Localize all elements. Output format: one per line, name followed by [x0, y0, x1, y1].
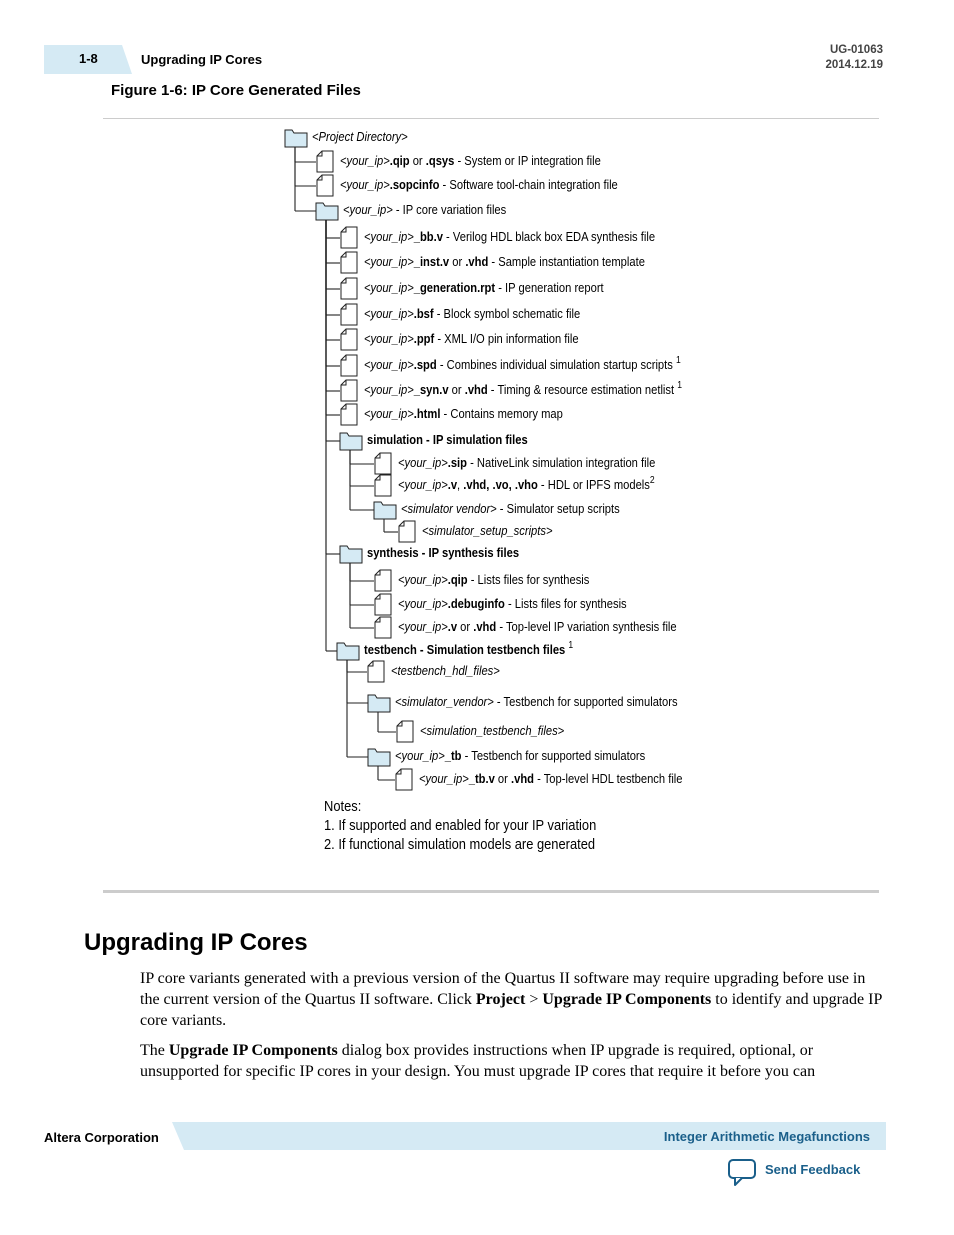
text-run: simulation - IP simulation files: [367, 432, 528, 447]
text-run: - System or IP integration file: [454, 153, 601, 168]
text-run: .vhd: [464, 382, 488, 397]
text-run: .sip: [447, 455, 468, 470]
text-run: - Sample instantiation template: [488, 254, 645, 269]
text-run: .bsf: [413, 306, 434, 321]
text-run: - Simulator setup scripts: [496, 501, 620, 516]
text-run: >: [525, 991, 543, 1008]
text-run: IP core variants generated with a previous version of the Quartus II software may require upgrading before use in the current version of the Quartus II software. Click: [140, 970, 866, 1008]
text-run: 1: [675, 355, 681, 366]
text-run: .v: [447, 619, 458, 634]
text-run: .ppf: [413, 331, 435, 346]
text-run: <your_ip>: [340, 153, 390, 168]
running-header: Upgrading IP Cores: [141, 52, 263, 67]
text-run: _tb.v: [468, 771, 495, 786]
text-run: <your_ip>: [364, 406, 414, 421]
text-run: <your_ip>: [364, 280, 414, 295]
text-run: <simulator_setup_scripts>: [422, 523, 553, 538]
text-run: or: [457, 619, 474, 634]
text-run: to identify and upgrade IP core variants.: [140, 991, 882, 1029]
doc-id: UG-01063: [829, 44, 883, 56]
text-run: - Top-level IP variation synthesis file: [496, 619, 677, 634]
text-run: _syn.v: [413, 382, 449, 397]
tree-item-label: [364, 642, 573, 657]
text-run: - IP core variation files: [392, 202, 507, 217]
text-run: _tb: [444, 748, 462, 763]
text-run: <testbench_hdl_files>: [391, 663, 500, 678]
text-run: dialog box provides instructions when IP upgrade is required, optional, or unsupported for specific IP cores in your design. You must upgrade IP cores that require it before you can: [140, 1042, 816, 1080]
text-run: _bb.v: [413, 229, 443, 244]
text-run: 1: [568, 640, 574, 651]
text-run: <your_ip>: [340, 177, 390, 192]
figure-notes: [324, 797, 596, 854]
text-run: .qip: [447, 572, 468, 587]
text-run: - Timing & resource estimation netlist: [487, 382, 678, 397]
tree-item-label: [340, 153, 601, 168]
text-run: <your_ip>: [364, 382, 414, 397]
text-run: or: [449, 254, 466, 269]
text-run: .vhd: [465, 254, 489, 269]
text-run: <your_ip>: [398, 596, 448, 611]
text-run: <your_ip>: [364, 229, 414, 244]
tree-item-label: [398, 619, 677, 634]
text-run: 1: [677, 380, 682, 391]
text-run: <Project Directory>: [312, 129, 408, 144]
tree-item-label: [398, 455, 655, 470]
figure-title: Figure 1-6: IP Core Generated Files: [111, 82, 361, 99]
text-run: .v: [447, 477, 458, 492]
feedback-icon[interactable]: [727, 1158, 759, 1186]
tree-item-label: [343, 202, 506, 217]
doc-date: 2014.12.19: [825, 59, 883, 71]
tree-item-label: [364, 306, 580, 321]
text-run: The: [140, 1042, 169, 1059]
text-run: _inst.v: [413, 254, 450, 269]
text-run: - HDL or IPFS models: [537, 477, 650, 492]
text-run: .vhd: [510, 771, 534, 786]
text-run: Upgrade IP Components: [168, 1042, 338, 1059]
tree-item-label: [419, 771, 683, 786]
text-run: - Testbench for supported simulators: [461, 748, 646, 763]
tree-item-label: [364, 331, 579, 346]
tree-item-label: [420, 723, 564, 738]
tree-item-label: [367, 545, 519, 560]
text-run: <simulator vendor>: [401, 501, 497, 516]
text-run: Upgrade IP Components: [542, 991, 712, 1008]
text-run: .qip: [389, 153, 410, 168]
text-run: <your_ip>: [343, 202, 393, 217]
text-run: - Verilog HDL black box EDA synthesis file: [442, 229, 656, 244]
text-run: <your_ip>: [419, 771, 469, 786]
text-run: - Block symbol schematic file: [433, 306, 581, 321]
text-run: synthesis - IP synthesis files: [367, 545, 520, 560]
text-run: .qsys: [425, 153, 455, 168]
footer-doc-title[interactable]: Integer Arithmetic Megafunctions: [663, 1129, 870, 1144]
figure-bottom-rule: [103, 890, 879, 893]
text-run: <your_ip>: [364, 306, 414, 321]
text-run: - XML I/O pin information file: [434, 331, 579, 346]
text-run: - IP generation report: [495, 280, 604, 295]
tree-item-label: [367, 432, 528, 447]
text-run: testbench - Simulation testbench files: [364, 642, 569, 657]
text-run: .sopcinfo: [389, 177, 440, 192]
send-feedback-link[interactable]: Send Feedback: [765, 1162, 861, 1177]
tree-item-label: [398, 477, 655, 492]
text-run: or: [409, 153, 426, 168]
text-run: <your_ip>: [398, 619, 448, 634]
text-run: 2: [649, 475, 655, 486]
note-2: 2. If functional simulation models are generated: [324, 836, 596, 853]
text-run: <your_ip>: [364, 254, 414, 269]
text-run: - Software tool-chain integration file: [439, 177, 618, 192]
text-run: <your_ip>: [398, 477, 448, 492]
tree-item-label: [364, 254, 645, 269]
tree-item-label: [364, 280, 604, 295]
text-run: .debuginfo: [447, 596, 505, 611]
text-run: - Combines individual simulation startup scripts: [436, 357, 676, 372]
tree-item-label: [364, 357, 681, 372]
tree-item-label: [340, 177, 618, 192]
tree-item-label: [401, 501, 620, 516]
text-run: <your_ip>: [395, 748, 445, 763]
footer-company: Altera Corporation: [44, 1130, 159, 1145]
text-run: - Testbench for supported simulators: [493, 694, 678, 709]
text-run: or: [448, 382, 465, 397]
note-1: 1. If supported and enabled for your IP variation: [324, 817, 597, 834]
tree-item-label: [422, 523, 553, 538]
text-run: - NativeLink simulation integration file: [467, 455, 656, 470]
tree-item-label: [364, 382, 682, 397]
text-run: - Contains memory map: [440, 406, 563, 421]
tree-item-label: [398, 596, 627, 611]
text-run: .vhd: [473, 619, 497, 634]
tree-item-label: [364, 406, 563, 421]
text-run: Project: [475, 991, 526, 1008]
text-run: <your_ip>: [398, 572, 448, 587]
tree-item-label: [395, 694, 678, 709]
section-title: Upgrading IP Cores: [84, 929, 308, 956]
text-run: - Lists files for synthesis: [504, 596, 627, 611]
text-run: <your_ip>: [398, 455, 448, 470]
notes-heading: Notes:: [324, 798, 362, 815]
text-run: - Top-level HDL testbench file: [533, 771, 683, 786]
text-run: _generation.rpt: [413, 280, 496, 295]
tree-item-label: [395, 748, 645, 763]
text-run: ,: [457, 477, 464, 492]
page-number: 1-8: [79, 51, 98, 66]
text-run: - Lists files for synthesis: [467, 572, 590, 587]
paragraph-2: [140, 1040, 885, 1082]
tree-item-label: [312, 129, 408, 144]
text-run: .vhd, .vo, .vho: [463, 477, 538, 492]
text-run: or: [494, 771, 511, 786]
text-run: <simulation_testbench_files>: [420, 723, 565, 738]
text-run: <your_ip>: [364, 331, 414, 346]
text-run: .html: [413, 406, 441, 421]
tree-item-label: [391, 663, 500, 678]
paragraph-1: [140, 968, 885, 1031]
text-run: .spd: [413, 357, 437, 372]
text-run: <your_ip>: [364, 357, 414, 372]
tree-item-label: [364, 229, 655, 244]
tree-item-label: [398, 572, 589, 587]
text-run: <simulator_vendor>: [395, 694, 494, 709]
